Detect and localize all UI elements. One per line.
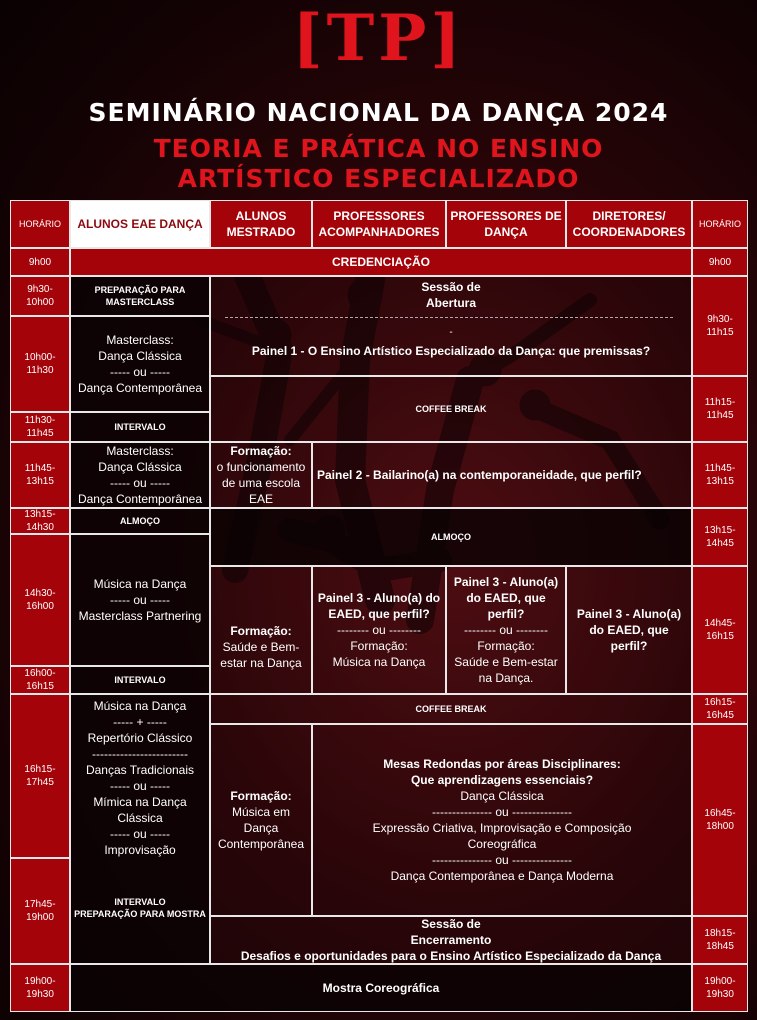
header-horario-right: HORÁRIO — [692, 200, 748, 248]
time-right — [692, 248, 748, 276]
tp-logo: [TP] — [292, 1, 465, 76]
time-label: 9h30-11h15 — [706, 314, 734, 338]
painel-3-title: Painel 3 - Aluno(a) do EAED, que perfil? — [453, 575, 559, 621]
eae-musica-danca-label: Música na Dança ----- ou ----- Masterclass Partnering — [78, 577, 202, 623]
header-diretores-label: DIRETORES/ COORDENADORES — [572, 209, 686, 239]
time-label: 11h15- 11h45 — [704, 397, 736, 421]
time-left — [10, 666, 70, 694]
time-label: 19h00- 19h30 — [704, 976, 736, 1000]
mesas-redondas — [312, 724, 692, 916]
coffee-break-1: COFFEE BREAK — [210, 376, 692, 442]
time-label: 16h45- 18h00 — [704, 808, 736, 832]
time-label: 9h00 — [28, 256, 52, 268]
almoco-shared: ALMOÇO — [210, 508, 692, 566]
prof-danca-painel-3 — [446, 566, 566, 694]
time-label: 11h45- 13h15 — [24, 463, 56, 487]
mestrado-formacao-3 — [210, 724, 312, 916]
time-label: 16h00- 16h15 — [24, 668, 56, 692]
time-right — [692, 508, 748, 566]
eae-intervalo-2: INTERVALO — [70, 666, 210, 694]
header-horario-left: HORÁRIO — [10, 200, 70, 248]
time-right — [692, 376, 748, 442]
eae-musica-danca — [70, 534, 210, 666]
formacao-body: Música em Dança Contemporânea — [217, 805, 305, 851]
time-left — [10, 248, 70, 276]
painel-3-body: -------- ou -------- Formação: Saúde e Bem-estar na Dança. — [454, 623, 558, 685]
eae-intervalo-1: INTERVALO — [70, 412, 210, 442]
sessao-abertura-label: Sessão de Abertura — [421, 280, 481, 310]
time-left — [10, 858, 70, 964]
time-left — [10, 534, 70, 666]
time-label: 16h15- 16h45 — [704, 697, 736, 721]
painel-1-label: Painel 1 - O Ensino Artístico Especializado da Dança: que premissas? — [251, 344, 651, 358]
coffee-break-2: COFFEE BREAK — [210, 694, 692, 724]
painel-2: Painel 2 - Bailarino(a) na contemporaneidade, que perfil? — [312, 442, 692, 508]
subtitle-line-2: ARTÍSTICO ESPECIALIZADO — [177, 164, 580, 193]
time-left — [10, 316, 70, 412]
mostra-coreografica: Mostra Coreográfica — [70, 964, 692, 1012]
header-professores-danca — [446, 200, 566, 248]
time-right — [692, 566, 748, 694]
time-label: 13h15- 14h45 — [704, 525, 736, 549]
seminar-title: SEMINÁRIO NACIONAL DA DANÇA 2024 — [88, 98, 669, 127]
eae-preparacao-label: PREPARAÇÃO PARA MASTERCLASS — [94, 285, 186, 307]
time-label: 9h30- 10h00 — [26, 284, 54, 308]
eae-intervalo-mostra — [70, 896, 210, 920]
painel-3-label: Painel 3 - Aluno(a) do EAED, que perfil? — [576, 607, 682, 653]
eae-intervalo-mostra-label: INTERVALO PREPARAÇÃO PARA MOSTRA — [74, 897, 206, 919]
header-diretores — [566, 200, 692, 248]
formacao-body: Saúde e Bem- estar na Dança — [220, 640, 302, 670]
seminar-subtitle — [0, 134, 757, 194]
time-label: 18h15- 18h45 — [704, 928, 736, 952]
formacao-title: Formação: — [230, 624, 292, 638]
painel-1-dash: - — [449, 327, 453, 338]
eae-preparacao — [70, 276, 210, 316]
time-label: 19h00- 19h30 — [24, 976, 56, 1000]
time-right — [692, 724, 748, 916]
header-alunos-mestrado — [210, 200, 312, 248]
header-prof-danca-label: PROFESSORES DE DANÇA — [450, 209, 562, 239]
header-alunos-eae: ALUNOS EAE DANÇA — [70, 200, 210, 248]
time-left — [10, 964, 70, 1012]
formacao-title: Formação: — [230, 789, 292, 803]
eae-sessao-tarde — [70, 694, 210, 964]
eae-masterclass-1-label: Masterclass: Dança Clássica ----- ou ----- Dança Contemporânea — [77, 333, 203, 395]
acomp-painel-3 — [312, 566, 446, 694]
time-label: 13h15- 14h30 — [24, 509, 56, 533]
eae-sessao-tarde-label: Música na Dança ----- + ----- Repertório Clássico ------------------------ Danças Tradicionais ----- ou ----- Mímica na Dança Clássica ----- ou ----- Improvisação — [85, 699, 195, 857]
time-label: 17h45- 19h00 — [24, 899, 56, 923]
poster-header — [0, 0, 757, 200]
time-right — [692, 964, 748, 1012]
diretores-painel-3 — [566, 566, 692, 694]
time-label: 9h00 — [708, 256, 732, 268]
eae-masterclass-1 — [70, 316, 210, 412]
mesas-redondas-body: Dança Clássica --------------- ou --------------- Expressão Criativa, Improvisação e Composição Coreográfica --------------- ou --------------- Dança Contemporânea e Dança Moderna — [372, 789, 632, 883]
painel-3-title: Painel 3 - Aluno(a) do EAED, que perfil? — [317, 591, 441, 621]
formacao-title: Formação: — [230, 444, 292, 458]
time-label: 14h30- 16h00 — [24, 588, 56, 612]
time-left — [10, 412, 70, 442]
encerramento-title: Sessão de Encerramento — [410, 917, 492, 947]
time-label: 11h30- 11h45 — [24, 415, 56, 439]
header-alunos-mestrado-label: ALUNOS MESTRADO — [226, 209, 296, 239]
time-label: 16h15- 17h45 — [24, 764, 56, 788]
time-label: 14h45- 16h15 — [704, 618, 736, 642]
painel-3-body: -------- ou -------- Formação: Música na Dança — [332, 623, 426, 669]
credenciacao-row: CREDENCIAÇÃO — [70, 248, 692, 276]
time-label: 10h00- 11h30 — [24, 352, 56, 376]
sessao-encerramento — [210, 916, 692, 964]
time-label: 11h45- 13h15 — [704, 463, 736, 487]
header-prof-acomp-label: PROFESSORES ACOMPANHADORES — [318, 209, 440, 239]
header-professores-acompanhadores — [312, 200, 446, 248]
formacao-body: o funcionamento de uma escola EAE — [216, 460, 306, 506]
eae-almoco: ALMOÇO — [70, 508, 210, 534]
eae-masterclass-2-label: Masterclass: Dança Clássica ----- ou ----- Dança Contemporânea — [77, 444, 203, 506]
encerramento-body: Desafios e oportunidades para o Ensino Artístico Especializado da Dança — [240, 949, 662, 963]
time-right — [692, 916, 748, 964]
sessao-abertura-painel-1 — [210, 276, 692, 376]
eae-masterclass-2 — [70, 442, 210, 508]
time-right — [692, 442, 748, 508]
time-left — [10, 508, 70, 534]
time-right — [692, 276, 748, 376]
time-left — [10, 442, 70, 508]
mesas-redondas-title: Mesas Redondas por áreas Disciplinares: Que aprendizagens essenciais? — [383, 757, 621, 787]
mestrado-formacao-2 — [210, 566, 312, 694]
time-left — [10, 694, 70, 858]
time-left — [10, 276, 70, 316]
mestrado-formacao-1 — [210, 442, 312, 508]
subtitle-line-1: TEORIA E PRÁTICA NO ENSINO — [153, 134, 604, 163]
time-right — [692, 694, 748, 724]
